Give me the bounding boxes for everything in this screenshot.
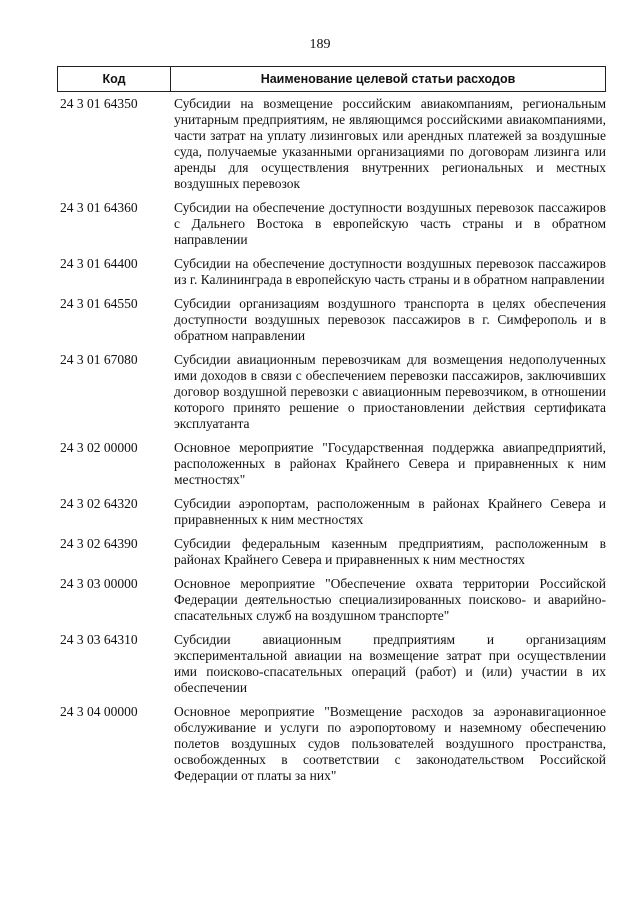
table-body bbox=[57, 96, 606, 792]
column-header-name: Наименование целевой статьи расходов bbox=[171, 67, 606, 91]
table-header bbox=[57, 66, 606, 92]
row-name: Субсидии на обеспечение доступности воздушных перевозок пассажиров с Дальнего Востока в европейскую часть страны и в обратном направлении bbox=[174, 200, 606, 247]
table-row bbox=[57, 296, 606, 344]
column-header-code: Код bbox=[57, 67, 171, 91]
table-row bbox=[57, 496, 606, 528]
row-name: Субсидии организациям воздушного транспорта в целях обеспечения доступности воздушных перевозок пассажиров в г. Симферополь и в обратном направлении bbox=[174, 296, 606, 343]
row-code: 24 3 01 64360 bbox=[60, 200, 138, 215]
row-name: Субсидии авиационным предприятиям и организациям экспериментальной авиации на возмещение затрат при осуществлении ими поисково-спасательных операций (работ) и (или) участии в их обеспечении bbox=[174, 632, 606, 695]
table-row bbox=[57, 536, 606, 568]
row-code: 24 3 03 00000 bbox=[60, 576, 138, 591]
table-row bbox=[57, 352, 606, 432]
table-row bbox=[57, 256, 606, 288]
table-row bbox=[57, 704, 606, 784]
row-code: 24 3 02 64320 bbox=[60, 496, 138, 511]
page-number: 189 bbox=[309, 37, 331, 52]
row-code: 24 3 02 00000 bbox=[60, 440, 138, 455]
row-name: Основное мероприятие "Возмещение расходов за аэронавигационное обслуживание и услуги по аэропортовому и наземному обеспечению полетов воздушных судов пользователей воздушного пространства, освобожденных в соответствии с законодательством Российской Федерации от платы за них" bbox=[174, 704, 606, 783]
table-row bbox=[57, 576, 606, 624]
row-name: Субсидии на обеспечение доступности воздушных перевозок пассажиров из г. Калининграда в европейскую часть страны и в обратном направлении bbox=[174, 256, 606, 287]
row-code: 24 3 01 64550 bbox=[60, 296, 138, 311]
table-row bbox=[57, 632, 606, 696]
row-code: 24 3 01 64400 bbox=[60, 256, 138, 271]
table-row bbox=[57, 96, 606, 192]
row-name: Основное мероприятие "Обеспечение охвата территории Российской Федерации деятельностью специализированных поисково- и аварийно-спасательных служб на воздушном транспорте" bbox=[174, 576, 606, 623]
row-name: Субсидии авиационным перевозчикам для возмещения недополученных ими доходов в связи с обеспечением перевозки пассажиров, заключивших договор воздушной перевозки с авиационным перевозчиком, в отношении которого принято решение о приостановлении действия сертификата эксплуатанта bbox=[174, 352, 606, 431]
row-code: 24 3 01 67080 bbox=[60, 352, 138, 367]
row-code: 24 3 02 64390 bbox=[60, 536, 138, 551]
row-code: 24 3 01 64350 bbox=[60, 96, 138, 111]
row-name: Субсидии федеральным казенным предприятиям, расположенным в районах Крайнего Севера и приравненных к ним местностях bbox=[174, 536, 606, 567]
row-name: Основное мероприятие "Государственная поддержка авиапредприятий, расположенных в районах Крайнего Севера и приравненных к ним местностях" bbox=[174, 440, 606, 487]
table-row bbox=[57, 200, 606, 248]
row-name: Субсидии на возмещение российским авиакомпаниям, региональным унитарным предприятиям, не являющимся российскими авиакомпаниями, части затрат на уплату лизинговых или арендных платежей за воздушные суда, получаемые указанными организациями по договорам лизинга или аренды для осуществления внутренних региональных и местных воздушных перевозок bbox=[174, 96, 606, 191]
table-row bbox=[57, 440, 606, 488]
row-name: Субсидии аэропортам, расположенным в районах Крайнего Севера и приравненных к ним местностях bbox=[174, 496, 606, 527]
row-code: 24 3 03 64310 bbox=[60, 632, 138, 647]
row-code: 24 3 04 00000 bbox=[60, 704, 138, 719]
